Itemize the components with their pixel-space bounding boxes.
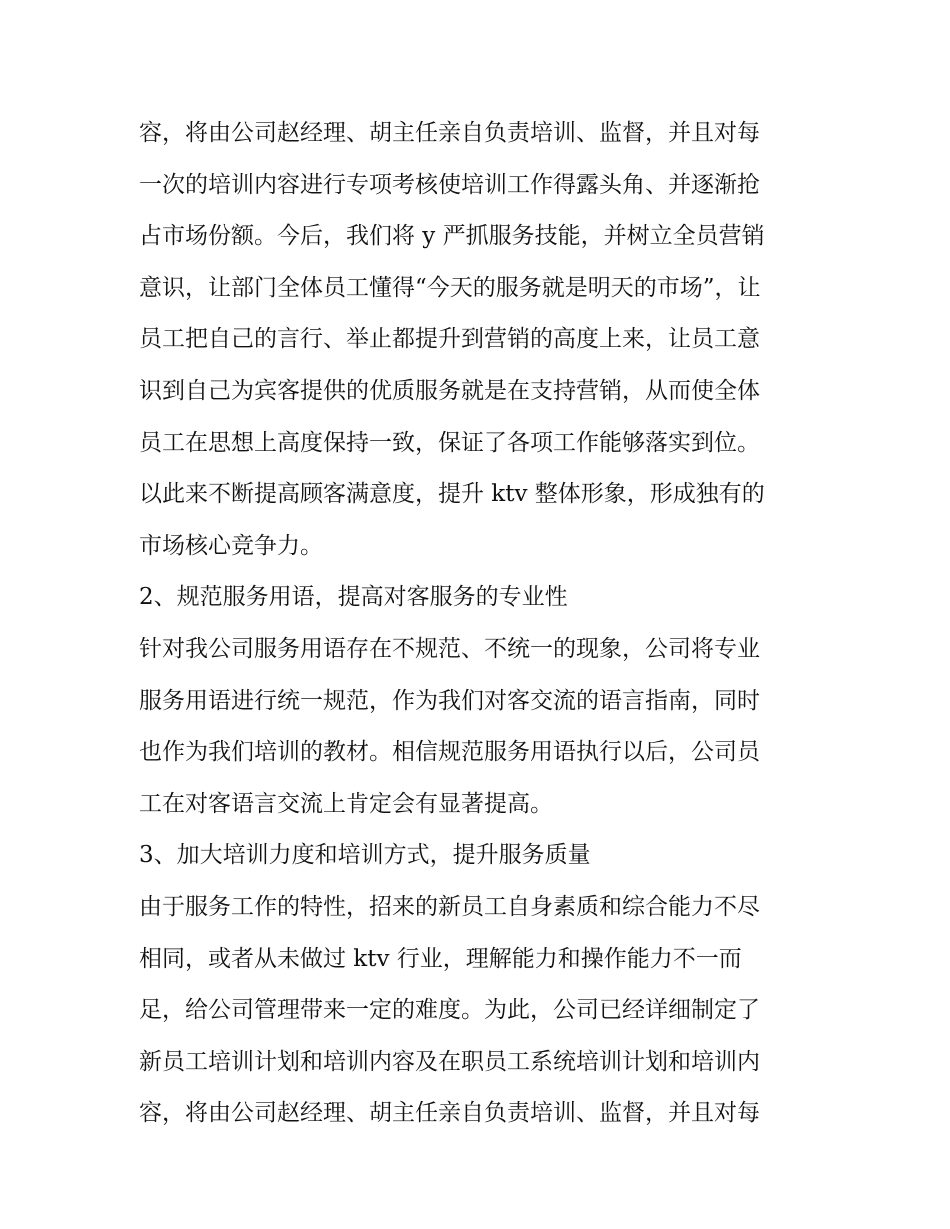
section-heading-3: 3、加大培训力度和培训方式，提升服务质量 [139,842,591,869]
text-line: 识到自己为宾客提供的优质服务就是在支持营销，从而使全体 [139,377,760,404]
text-line: 服务用语进行统一规范，作为我们对客交流的语言指南，同时 [139,687,760,714]
text-line: 意识，让部门全体员工懂得“今天的服务就是明天的市场”，让 [139,274,761,301]
text-line: 一次的培训内容进行专项考核使培训工作得露头角、并逐渐抢 [139,171,760,198]
text-line: 容，将由公司赵经理、胡主任亲自负责培训、监督，并且对每 [139,120,760,146]
text-line: 员工把自己的言行、举止都提升到营销的高度上来，让员工意 [139,326,760,353]
text-line: 占市场份额。今后，我们将 y 严抓服务技能，并树立全员营销 [139,223,765,250]
text-line: 市场核心竞争力。 [139,532,323,559]
text-line: 也作为我们培训的教材。相信规范服务用语执行以后，公司员 [139,739,760,766]
text-line: 针对我公司服务用语存在不规范、不统一的现象，公司将专业 [139,635,760,662]
text-line: 工在对客语言交流上肯定会有显著提高。 [139,790,553,817]
text-line: 相同，或者从未做过 ktv 行业，理解能力和操作能力不一而 [139,945,742,972]
section-heading-2: 2、规范服务用语，提高对客服务的专业性 [139,584,568,611]
text-line: 新员工培训计划和培训内容及在职员工系统培训计划和培训内 [139,1048,760,1075]
text-line: 以此来不断提高顾客满意度，提升 ktv 整体形象，形成独有的 [139,481,765,508]
text-line: 由于服务工作的特性，招来的新员工自身素质和综合能力不尽 [139,893,760,920]
document-body [139,108,829,1140]
text-line: 容，将由公司赵经理、胡主任亲自负责培训、监督，并且对每 [139,1100,760,1127]
text-line: 足，给公司管理带来一定的难度。为此，公司已经详细制定了 [139,997,760,1024]
text-line: 员工在思想上高度保持一致，保证了各项工作能够落实到位。 [139,429,760,456]
